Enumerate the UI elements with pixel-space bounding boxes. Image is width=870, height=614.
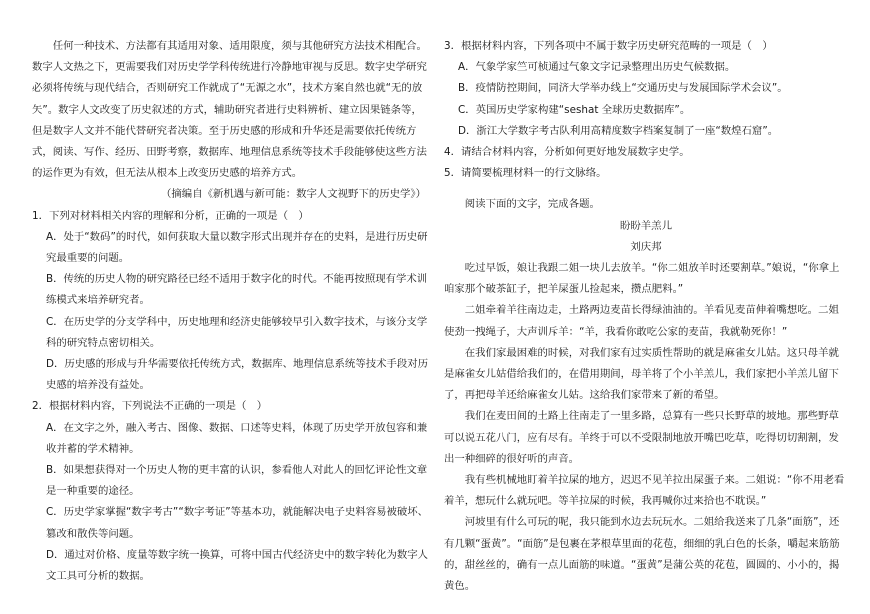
question-2-option-b: B．如果想获得对一个历史人物的更丰富的认识，参看他人对此人的回忆评论性文章是一种重要的途径。: [46, 464, 428, 498]
question-4: 4．请结合材料内容，分析如何更好地发展数字史学。: [444, 146, 690, 159]
right-column: [444, 36, 848, 597]
passage-paragraph: 任何一种技术、方法都有其适用对象、适用限度，须与其他研究方法技术相配合。数字人文热之下，更需要我们对历史学学科传统进行冷静地审视与反思。数字史学研究必须将传统与现代结合，否则研究工作就成了“无源之水”，技术方案自然也就“无的放矢”。数字人文改变了历史叙述的方式，辅助研究者进行史料辨析、建立因果链条等，但是数字人文并不能代替研究者决策。至于历史感的形成和升华还是需要依托传统方式，阅读、写作、经历、田野考察，数据库、地理信息系统等技术手段能够使这些方法的运作更为有效，但无法从根本上改变历史感的培养方式。: [32, 40, 427, 180]
question-3-option-b: B．疫情防控期间，同济大学举办线上“交通历史与发展国际学术会议”。: [458, 82, 788, 95]
section-gap: [444, 184, 848, 194]
source-citation: （摘编自《新机遇与新可能：数字人文视野下的历史学》）: [161, 188, 426, 201]
question-3-option-d: D．浙江大学数字考古队利用高精度数字档案复制了一座“数煌石窟”。: [458, 124, 779, 137]
story-paragraph: 在我们家最困难的时候，对我们家有过实质性帮助的就是麻雀女儿姑。这只母羊就是麻雀女儿姑借给我们的，在借用期间，母羊将了个小羊羔儿，我们家把小羊羔儿留下了，再把母羊还给麻雀女儿姑。这给我们家带来了新的希望。: [444, 346, 839, 402]
reading-instruction: 阅读下面的文字，完成各题。: [464, 198, 600, 211]
story-paragraph: 河坡里有什么可玩的呢，我只能到水边去玩玩水。二姐给我送来了几条“面筋”，还有几颗“蛋黄”。“面筋”是包裹在茅根草里面的花苞，细细的乳白色的长条，嚼起来筋筋的，甜丝丝的，确有一点儿面筋的味道。“蛋黄”是蒲公英的花苞，圆圆的、小小的，揭黄色。: [444, 516, 840, 593]
question-2-option-c: C．历史学家掌握“数字考古”“数字考证”等基本功，就能解决电子史料容易被破坏、篡改和散佚等问题。: [46, 506, 429, 540]
question-5: 5．请简要梳理材料一的行文脉络。: [444, 167, 607, 180]
story-paragraph: 我们在麦田间的土路上往南走了一里多路，总算有一些只长野草的坡地。那些野草可以说五花八门，应有尽有。羊终于可以不受限制地放开嘴巴吃草，吃得切切割割，发出一种细碎的很好听的声音。: [444, 410, 839, 465]
story-title: 盼盼羊羔儿: [620, 219, 672, 232]
question-2-stem: 2．根据材料内容，下列说法不正确的一项是（ ）: [32, 400, 268, 413]
story-paragraph: 二姐牵着羊往南边走，土路两边麦苗长得绿油油的。羊看见麦苗伸着嘴想吃。二姐使劲一拽绳子，大声训斥羊：“羊，我看你敢吃公家的麦苗，我就勒死你！”: [444, 304, 839, 338]
story-paragraph: 我有些机械地盯着羊拉屎的地方，迟迟不见羊拉出屎蛋子来。二姐说：“你不用老看着羊，想玩什么就玩吧。等羊拉屎的时候，我再喊你过来拾也不耽误。”: [444, 474, 845, 508]
question-3-option-a: A．气象学家竺可桢通过气象文字记录整理出历史气候数据。: [458, 61, 736, 74]
question-1-option-d: D．历史感的形成与升华需要依托传统方式，数据库、地理信息系统等技术手段对历史感的培养没有益处。: [46, 358, 429, 392]
left-column: [32, 36, 432, 587]
question-3-option-c: C．英国历史学家构建“seshat 全球历史数据库”。: [458, 103, 691, 116]
story-paragraph: 吃过早饭，娘让我跟二姐一块儿去放羊。“你二姐放羊时还要割草。”娘说，“你拿上咱家那个破茶缸子，把羊屎蛋儿捡起来，攒点肥料。”: [444, 262, 840, 296]
question-1-option-c: C．在历史学的分支学科中，历史地理和经济史能够较早引入数字技术，与该分支学科的研究特点密切相关。: [46, 315, 428, 349]
question-2-option-d: D．通过对价格、度量等数字统一换算，可将中国古代经济史中的数字转化为数字人文工具可分析的数据。: [46, 548, 429, 583]
question-1-option-a: A．处于“数码”的时代，如何获取大量以数字形式出现并存在的史料，是进行历史研究最重要的问题。: [46, 230, 428, 265]
question-2-option-a: A．在文字之外，融入考古、图像、数据、口述等史料，体现了历史学开放包容和兼收并蓄的学术精神。: [46, 421, 428, 455]
question-1-option-b: B．传统的历史人物的研究路径已经不适用于数字化的时代。不能再按照现有学术训练模式来培养研究者。: [46, 273, 428, 307]
question-3-stem: 3．根据材料内容，下列各项中不属于数字历史研究范畴的一项是（ ）: [444, 40, 773, 52]
story-author: 刘庆邦: [630, 240, 662, 253]
question-1-stem: 1．下列对材料相关内容的理解和分析，正确的一项是（ ）: [32, 209, 309, 222]
